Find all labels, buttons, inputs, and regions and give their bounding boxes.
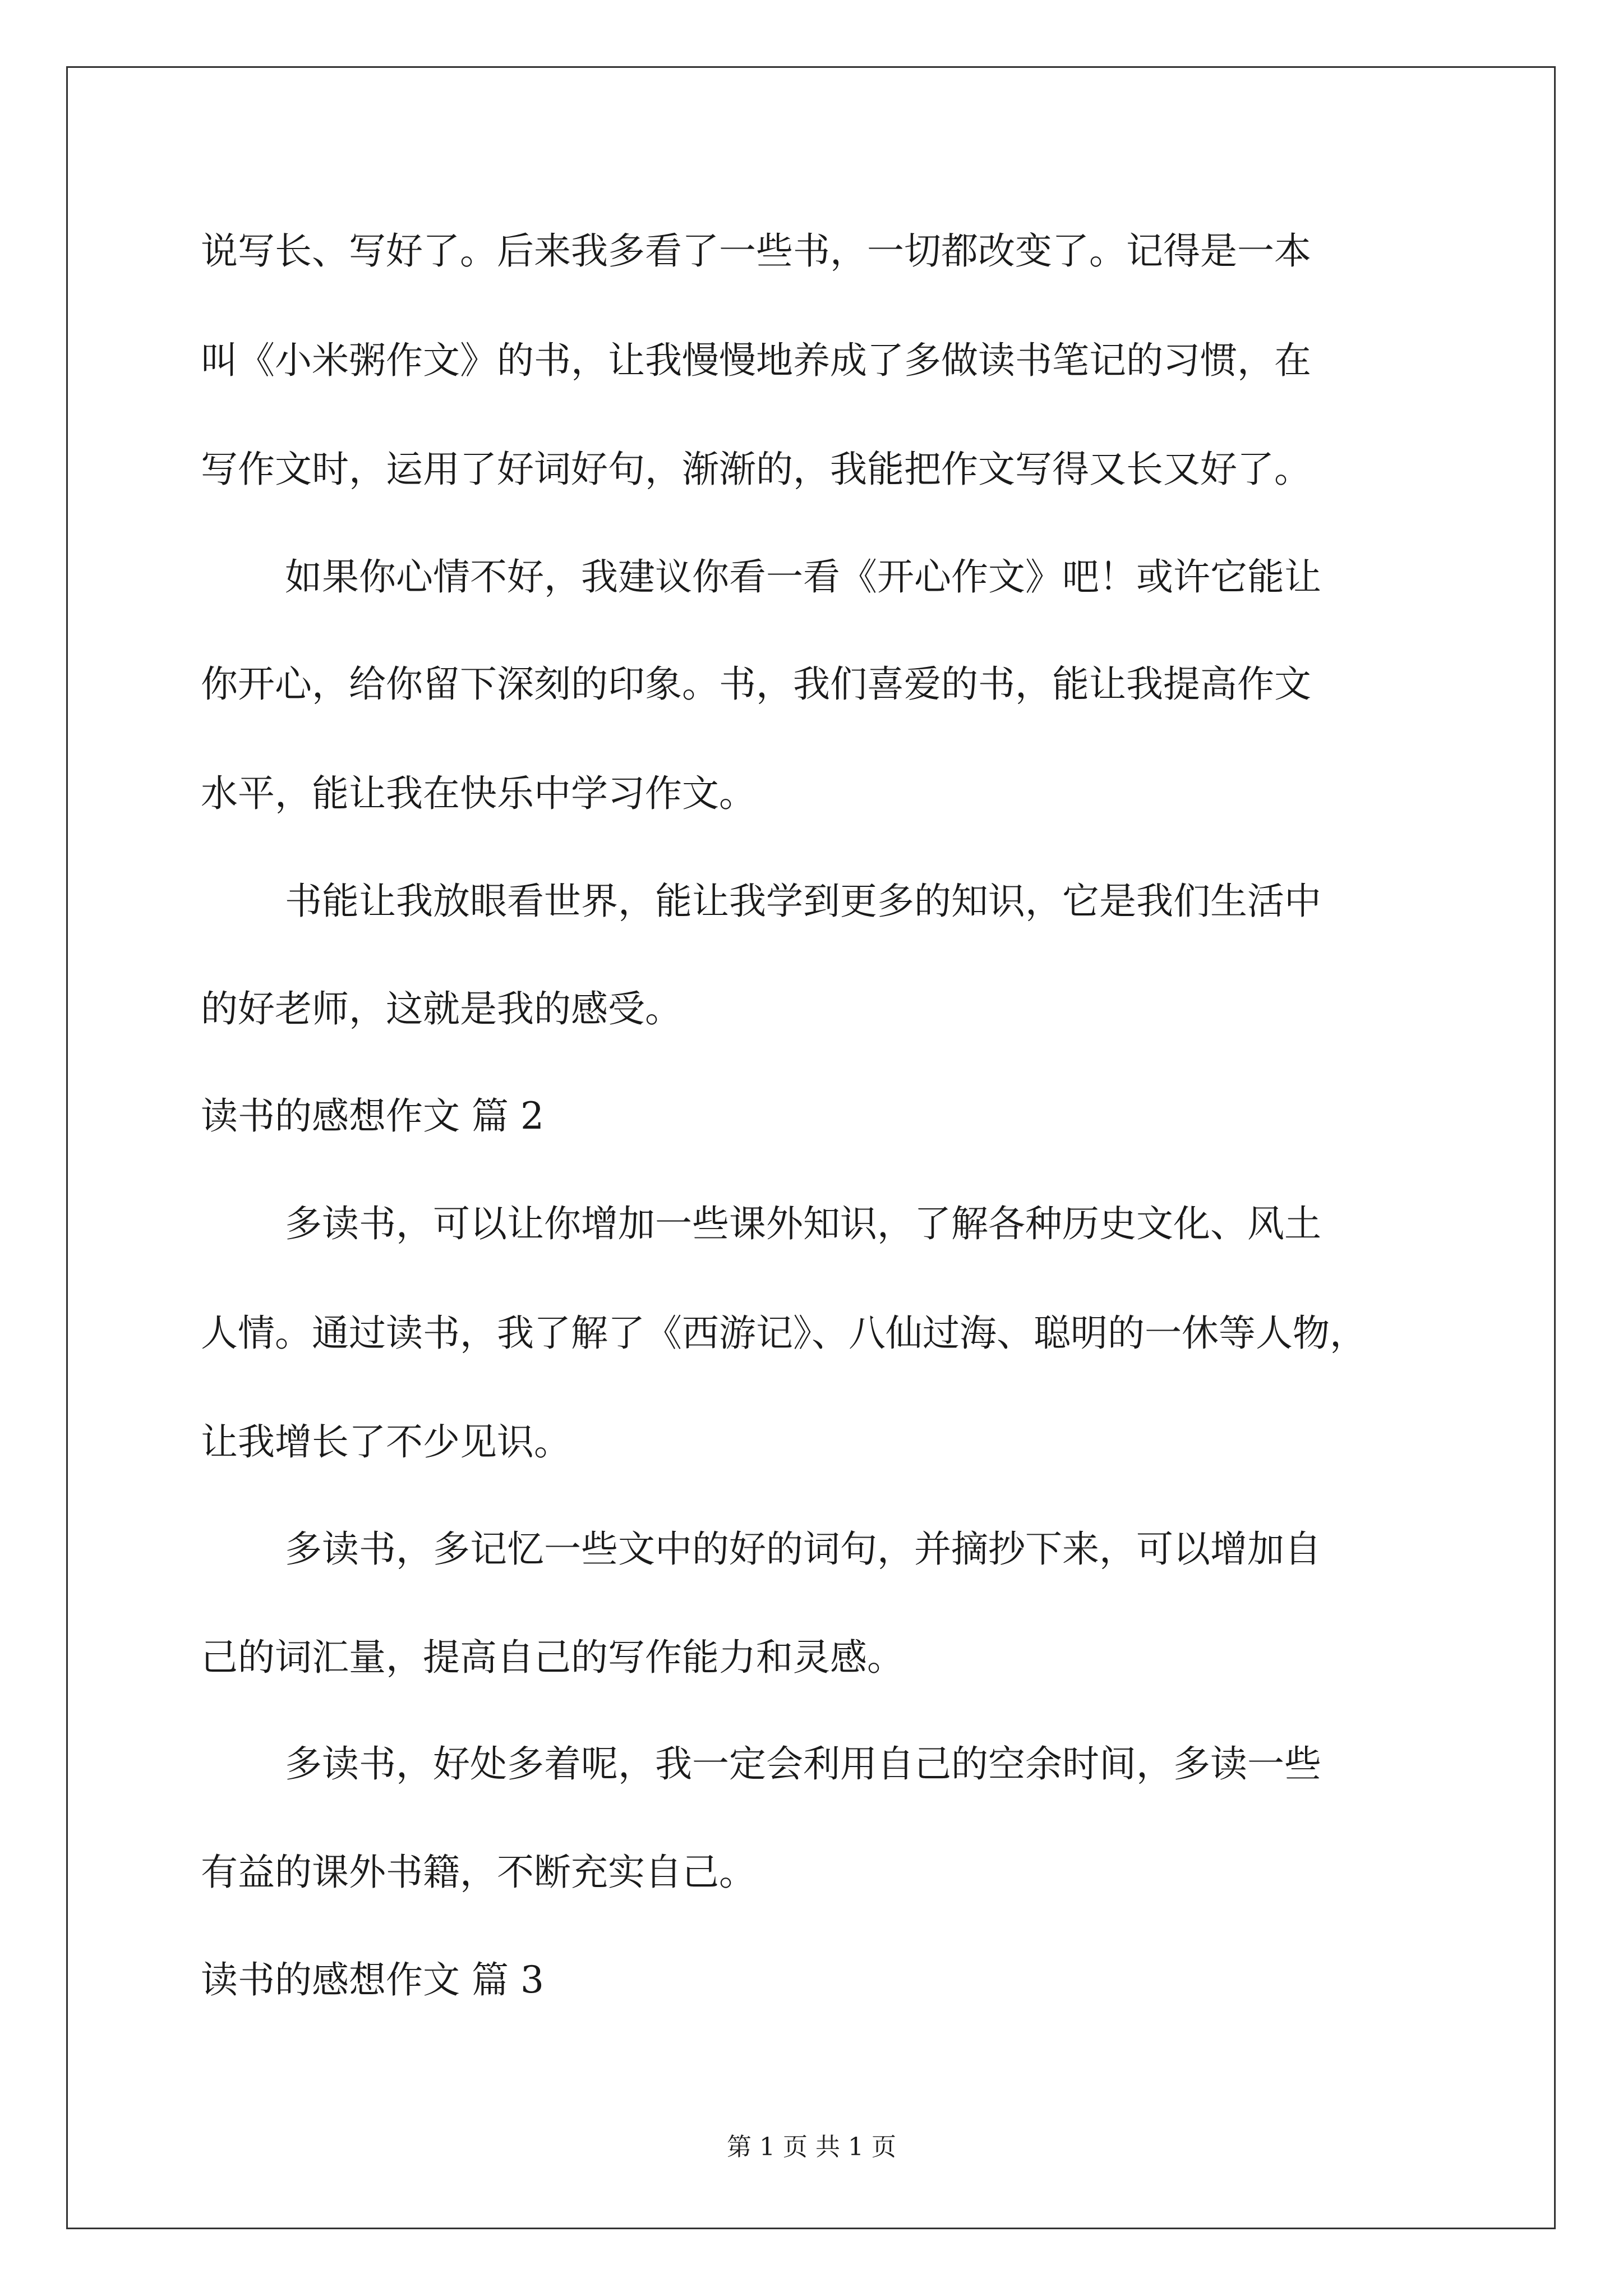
section-heading: 读书的感想作文 篇 2: [201, 1094, 544, 1138]
page-footer: 第 1 页 共 1 页: [727, 2133, 896, 2161]
text-line: 人情。通过读书，我了解了《西游记》、八仙过海、聪明的一休等人物，: [201, 1312, 1367, 1355]
text-line: 说写长、写好了。后来我多看了一些书，一切都改变了。记得是一本: [201, 229, 1311, 273]
paragraph-start: 如果你心情不好，我建议你看一看《开心作文》吧！或许它能让: [285, 555, 1321, 599]
text-line: 让我增长了不少见识。: [201, 1420, 571, 1464]
paragraph-start: 书能让我放眼看世界，能让我学到更多的知识，它是我们生活中: [285, 880, 1321, 923]
paragraph-start: 多读书，好处多着呢，我一定会利用自己的空余时间，多读一些: [285, 1742, 1321, 1786]
paragraph-start: 多读书，多记忆一些文中的好的词句，并摘抄下来，可以增加自: [285, 1527, 1321, 1571]
paragraph-start: 多读书，可以让你增加一些课外知识，了解各种历史文化、风土: [285, 1202, 1321, 1245]
text-line: 的好老师，这就是我的感受。: [201, 987, 682, 1030]
text-line: 你开心，给你留下深刻的印象。书，我们喜爱的书，能让我提高作文: [201, 662, 1311, 706]
section-heading: 读书的感想作文 篇 3: [201, 1958, 544, 2001]
page-frame: [66, 66, 1556, 2229]
text-line: 叫《小米粥作文》的书，让我慢慢地养成了多做读书笔记的习惯，在: [201, 339, 1311, 382]
text-line: 有益的课外书籍，不断充实自己。: [201, 1851, 756, 1894]
text-line: 写作文时，运用了好词好句，渐渐的，我能把作文写得又长又好了。: [201, 448, 1311, 491]
text-line: 己的词汇量，提高自己的写作能力和灵感。: [201, 1636, 904, 1679]
text-line: 水平，能让我在快乐中学习作文。: [201, 772, 756, 815]
